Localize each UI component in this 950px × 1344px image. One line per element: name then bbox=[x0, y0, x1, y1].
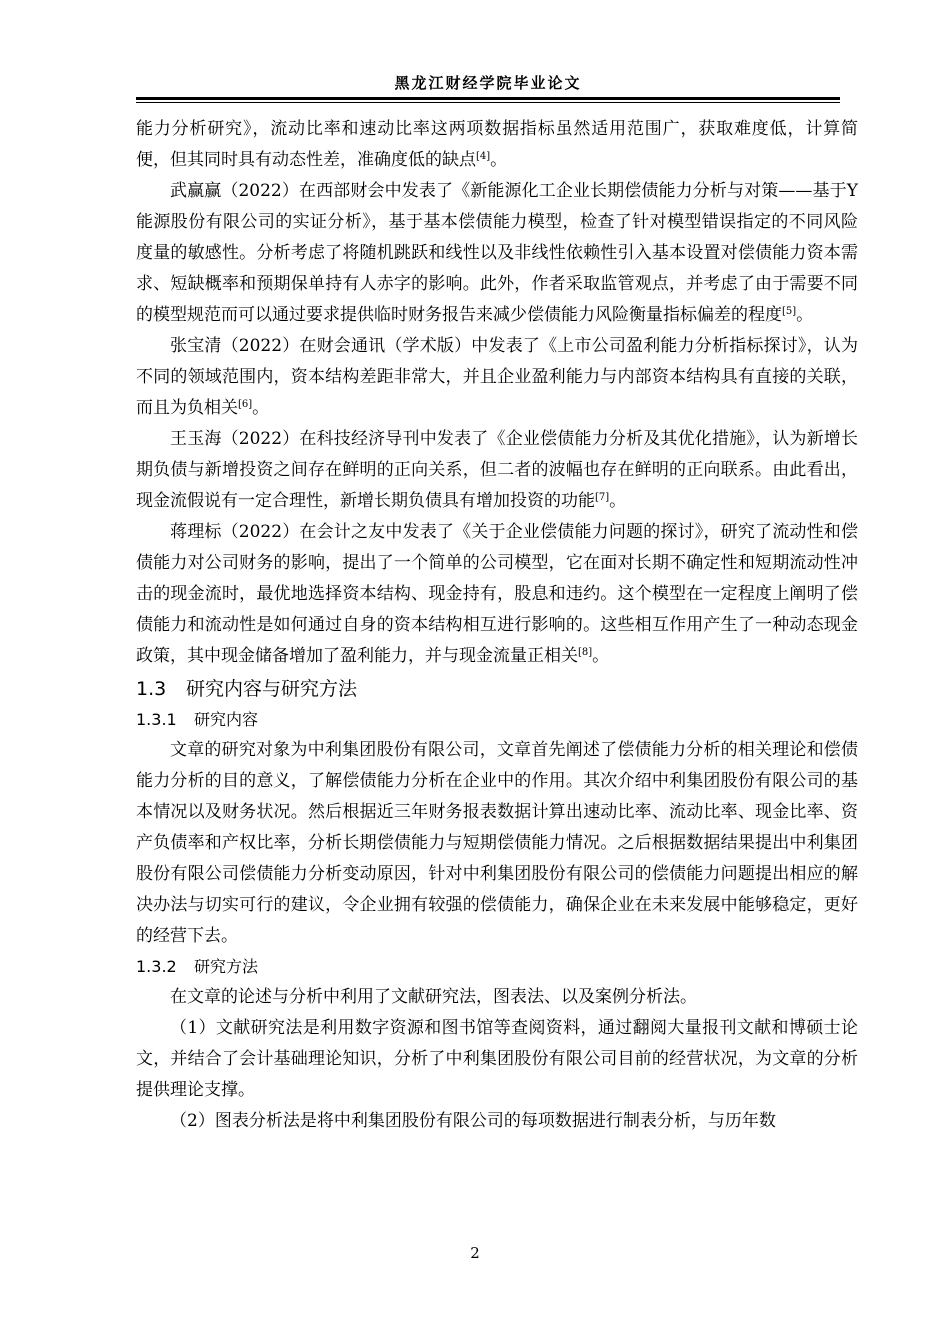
paragraph-continued: 能力分析研究》，流动比率和速动比率这两项数据指标虽然适用范围广，获取难度低，计算简便，但其同时具有动态性差，准确度低的缺点[4]。 bbox=[136, 119, 858, 170]
header-rule-thin bbox=[136, 102, 840, 103]
page-header-title: 黑龙江财经学院毕业论文 bbox=[394, 74, 582, 92]
page-number: 2 bbox=[470, 1244, 480, 1262]
citation-ref: [7] bbox=[595, 492, 610, 503]
paragraph-wu-yingying: 武赢赢（2022）在西部财会中发表了《新能源化工企业长期偿债能力分析与对策——基于Y能源股份有限公司的实证分析》，基于基本偿债能力模型，检查了针对模型错误指定的不同风险度量的敏感性。分析考虑了将随机跳跃和线性以及非线性依赖性引入基本设置对偿债能力资本需求、短缺概率和预期保单持有人赤字的影响。此外，作者采取监管观点，并考虑了由于需要不同的模型规范而可以通过要求提供临时财务报告来减少偿债能力风险衡量指标偏差的程度[5]。 bbox=[136, 181, 858, 325]
paragraph-wang-yuhai: 王玉海（2022）在科技经济导刊中发表了《企业偿债能力分析及其优化措施》，认为新增长期负债与新增投资之间存在鲜明的正向关系，但二者的波幅也存在鲜明的正向联系。由此看出，现金流假说有一定合理性，新增长期负债具有增加投资的功能[7]。 bbox=[136, 429, 858, 511]
section-heading-1-3: 1.3 研究内容与研究方法 bbox=[136, 678, 358, 700]
citation-ref: [8] bbox=[578, 647, 593, 658]
citation-ref: [6] bbox=[238, 399, 253, 410]
subsection-heading-1-3-1: 1.3.1 研究内容 bbox=[136, 710, 259, 729]
paragraph-method-literature: （1）文献研究法是利用数字资源和图书馆等查阅资料，通过翻阅大量报刊文献和博硕士论文，并结合了会计基础理论知识，分析了中利集团股份有限公司目前的经营状况，为文章的分析提供理论支撑。 bbox=[136, 1018, 858, 1100]
subsection-heading-1-3-2: 1.3.2 研究方法 bbox=[136, 957, 259, 976]
citation-ref: [4] bbox=[476, 151, 491, 162]
paragraph-research-content: 文章的研究对象为中利集团股份有限公司，文章首先阐述了偿债能力分析的相关理论和偿债能力分析的目的意义，了解偿债能力分析在企业中的作用。其次介绍中利集团股份有限公司的基本情况以及财务状况。然后根据近三年财务报表数据计算出速动比率、流动比率、现金比率、资产负债率和产权比率，分析长期偿债能力与短期偿债能力情况。之后根据数据结果提出中利集团股份有限公司偿债能力分析变动原因，针对中利集团股份有限公司的偿债能力问题提出相应的解决办法与切实可行的建议，令企业拥有较强的偿债能力，确保企业在未来发展中能够稳定，更好的经营下去。 bbox=[136, 740, 858, 946]
paragraph-methods-intro: 在文章的论述与分析中利用了文献研究法，图表法、以及案例分析法。 bbox=[170, 987, 697, 1007]
paragraph-jiang-libiao: 蒋理标（2022）在会计之友中发表了《关于企业偿债能力问题的探讨》，研究了流动性和偿债能力对公司财务的影响，提出了一个简单的公司模型，它在面对长期不确定性和短期流动性冲击的现金流时，最优地选择资本结构、现金持有，股息和违约。这个模型在一定程度上阐明了偿债能力和流动性是如何通过自身的资本结构相互进行影响的。这些相互作用产生了一种动态现金政策，其中现金储备增加了盈利能力，并与现金流量正相关[8]。 bbox=[136, 522, 858, 666]
header-rule-thick bbox=[136, 97, 840, 100]
paragraph-method-charts: （2）图表分析法是将中利集团股份有限公司的每项数据进行制表分析，与历年数 bbox=[170, 1111, 776, 1131]
citation-ref: [5] bbox=[782, 306, 797, 317]
document-body bbox=[136, 114, 858, 1137]
paragraph-zhang-baoqing: 张宝清（2022）在财会通讯（学术版）中发表了《上市公司盈利能力分析指标探讨》，认为不同的领域范围内，资本结构差距非常大，并且企业盈利能力与内部资本结构具有直接的关联，而且为负相关[6]。 bbox=[136, 336, 858, 418]
